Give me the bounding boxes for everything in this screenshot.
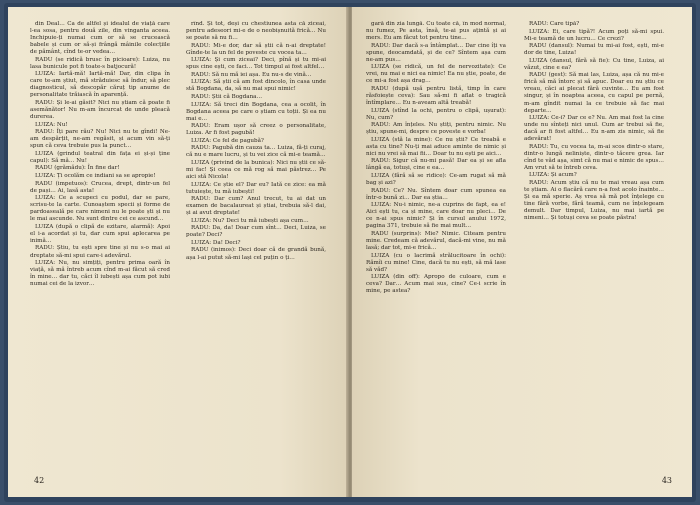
dialogue-paragraph: LUIZA: Nu-i nimic, ne-a cuprins de fapt, ea e! Aici ești tu, ca și mine, care doar nu pleci… De ce n-ai spus nimic? Și în cursul anului 1972, pagina 371, trebuie să fie mai mult… <box>366 202 506 230</box>
dialogue-paragraph: LUIZA: Nu? Deci tu mă iubești așa cum… <box>191 217 309 224</box>
dialogue-paragraph: LUIZA (cu o lacrimă strălucitoare în ochi): Rămîi cu mine! Cine, dacă tu nu ești, să mă lase să văd? <box>366 252 506 273</box>
dialogue-paragraph: RADU: Da, da! Doar cum sînt… Deci, Luiza, se poate? Deci? <box>186 225 326 239</box>
dialogue-paragraph: RADU: Sigur că nu-mi pasă! Dar ea și se afla lângă ea, totuși, cine e ea… <box>366 158 506 172</box>
dialogue-paragraph: RADU (impetuos): Crucea, drept, dintr-un fel de pași… Ai, lasă asta! <box>30 180 170 194</box>
dialogue-paragraph: RADU: Ce? Nu. Sîntem doar cum spunea ea într-o bună zi… Dar ea știa… <box>366 187 506 201</box>
dialogue-paragraph: LUIZA: Da! Deci? <box>191 239 241 246</box>
dialogue-paragraph: LUIZA (stînd la ochi, pentru o clipă, ușurat): Nu, cum? <box>366 107 506 121</box>
dialogue-paragraph: RADU (dansul): Numai tu mi-ai fost, ești, mi-e dor de tine, Luiza! <box>524 43 664 57</box>
dialogue-paragraph: LUIZA (după o clipă de ezitare, alarmă): Apoi el i-a acordat și tu, dar cum spui aplecarea pe inimă… <box>30 223 170 244</box>
dialogue-paragraph: RADU: Știi că Bogdana… <box>191 93 263 100</box>
dialogue-paragraph: LUIZA: Ți ocolăm ce indiani sa se apropie! <box>35 172 156 179</box>
dialogue-paragraph: LUIZA: Ce a scupeci cu podul, dar se pare, scrisu-te la carte. Cunoaștem specii și forme de pardoaseală pe care nimeni nu le poate ști și nu le mai ascunde. Nu sunt dintre cei ce ascund… <box>30 195 170 223</box>
dialogue-paragraph: RADU: Acum știu că nu te mai vreau așa cum te știam. Ai o flacără care n-a fost acolo înainte… Și ea mă sperie. Aș vrea să mă pot înțelege cu tine fără vorbe, fără teamă, cum ne înțelegeam demult. Dar timpul, Luiza, nu mai iartă pe nimeni… Și totuși ceva se poate păstra! <box>524 180 664 222</box>
left-page <box>8 7 348 497</box>
dialogue-paragraph: LUIZA (privind de la bunica): Nici nu știi ce să-mi fac! Și ceea ce mă rog să mai păstrez… Pe aici stă Nicola! <box>186 159 326 180</box>
dialogue-paragraph: RADU: Care tipă? <box>529 21 580 27</box>
right-page <box>352 7 692 497</box>
dialogue-paragraph: LUIZA (dansul, fără să fie): Cu tine, Luiza, ai văzut, cine e ea? <box>524 57 664 71</box>
dialogue-paragraph: rînd. Și tot, deși cu chestiunea asta că ziceai, pentru adeseori mi-e de o neobișnuită frică… Nu se poate să nu fi… <box>186 21 326 42</box>
dialogue-paragraph: LUIZA (din off): Apropo de culoare, cum e ceva? Dar… Acum mai sus, cine? Ce-i scrie în mine, pe astea? <box>366 274 506 295</box>
dialogue-paragraph: RADU: Eram ușor să creez o personalitate, Luiza. Ar fi fost pagubă! <box>186 123 326 137</box>
right-page-number: 43 <box>661 476 672 485</box>
dialogue-paragraph: LUIZA (stă la mine): Ce nu știi? Ce treabă e asta cu tine? Nu-ți mai aduce aminte de nimic și nici nu vrei să mai fii… Doar tu nu ești pe aici… <box>366 136 506 157</box>
dialogue-paragraph: RADU: Mi-e dor, dar să știi că n-ai dreptate! Gînde-te la un fel de poveste cu vocea ta… <box>186 42 326 56</box>
dialogue-paragraph: RADU (gest): Să mai las, Luiza, așa că nu mi-e frică să mă întorc și să apuc. Doar eu nu știu ce vreau, căci ai plecat fără cuvinte… Eu am fost singur, și în noaptea aceea, cu capul pe pernă, m-am gîndit numai la ce trebuie să fac mai departe… <box>524 72 664 114</box>
dialogue-paragraph: RADU: Să nu mă iei așa. Eu nu-s de vină… <box>191 71 312 78</box>
dialogue-paragraph: LUIZA: Ce-i? Dar ce e? Nu. Am mai fost la cine unde nu sînteți nici unul. Cum ar trebui să fie, dacă ar fi fost altfel… Eu n-am zis nimic, să fie adevărat! <box>524 115 664 143</box>
dialogue-paragraph: RADU: Tu, cu vocea ta, m-ai scos dintr-o stare, dintr-o lungă neliniște, dintr-o tăcere grea. Iar cînd te văd așa, simt că nu mai e nimic de spus… Am vrut să te întreb ceva. <box>524 143 664 171</box>
dialogue-paragraph: LUIZA: Ce fel de pagubă? <box>191 137 264 144</box>
dialogue-paragraph: RADU (se ridică brusc în picioare): Luiza, nu lasa bunicule pot fi toate-s batjocură! <box>30 56 170 70</box>
dialogue-paragraph: LUIZA: Nu! <box>35 121 68 128</box>
dialogue-paragraph: RADU: Dar dacă s-a întâmplat… Dar cine îți va spune, deocamdată, și de ce? Sîntem așa cum ne-am pus… <box>366 42 506 63</box>
dialogue-paragraph: LUIZA: Să treci din Bogdana, cea a ocolit, în Bogdana aceea pe care o știam cu toții. Și ea nu mai e… <box>186 101 326 122</box>
right-page-column-2 <box>524 21 664 461</box>
left-page-column-2 <box>186 21 326 461</box>
dialogue-paragraph: LUIZA (fără să se ridice): Ce-am rugat să mă bag și azi? <box>366 172 506 187</box>
dialogue-paragraph: RADU (surprins): Mie? Nimic. Citeam pentru mine. Credeam că adevărul, dacă-mi vine, nu mă lasă; dar tot, mi-e frică… <box>366 230 506 251</box>
dialogue-paragraph: RADU: Și le-ai găsit? Nici nu știam că poate fi asemănător! Nu m-am încurcat de unde pleacă durerea. <box>30 100 170 121</box>
dialogue-paragraph: RADU (după ușă pentru listă, timp în care răsfoiește ceva): Sau să-mi fi aflat o tragică întîmplare… Eu n-aveam altă treabă! <box>366 85 506 107</box>
dialogue-paragraph: LUIZA: Ce știe el? Dar eu? Iată ce zice: ea mă tutuiește, tu mă iubești! <box>186 181 326 195</box>
dialogue-paragraph: RADU: Am înțeles. Nu știți, pentru nimic. Nu știu, spune-mi, despre ce poveste e vorba! <box>366 122 506 136</box>
dialogue-paragraph: RADU: Pagubă din cauza ta… Luiza, fă-ți curaj, că nu e mare lucru, și tu vei zice că mi-e teamă… <box>186 145 326 159</box>
dialogue-paragraph: LUIZA (grindul teatral din fața ei și-și ține capul): Să mă… Nu! <box>30 150 170 164</box>
dialogue-paragraph: LUIZA: Nu, nu simțiți, pentru prima oară în viață, să mă întreb acum cînd m-ai făcut să cred în mine… dar tu, căci îl iubești așa cum pot iubi numai cei de la izvor… <box>30 260 170 288</box>
right-page-column-1 <box>366 21 506 461</box>
dialogue-paragraph: RADU (grămădu): În fine dar! <box>35 165 120 172</box>
left-page-number: 42 <box>34 476 45 485</box>
dialogue-paragraph: LUIZA: Și acum? <box>529 172 577 179</box>
dialogue-paragraph: gară din zia lungă. Cu toate că, în mod normal, nu fumez, Pe asta, însă, te-ai pus ațintă și ai mers. Eu am făcut tot pentru tine… <box>366 21 506 42</box>
dialogue-paragraph: RADU: Știu, tu ești spre tine și nu s-o mai ai dreptate să-mi spui care-i adevărul. <box>30 245 170 259</box>
dialogue-paragraph: RADU: Dar cum? Anul trecut, tu ai dat un examen de bacalaureat și știai, trebuia să-l dai, și ai avut dreptate! <box>186 196 326 217</box>
dialogue-paragraph: LUIZA: Să știi că am fost dincolo, în casa unde stă Bogdana, da, să nu mai spui nimic! <box>186 79 326 93</box>
dialogue-paragraph: LUIZA: Ei, care tipă?! Acum poți să-mi spui. Mi-e teamă de un lucru… Ce crezi? <box>524 28 664 42</box>
dialogue-paragraph: RADU (inimos): Deci doar că de grandă bună, așa l-ai putut să-mi lași cel puțin o ți… <box>186 247 326 261</box>
dialogue-paragraph: LUIZA (se ridică, un fel de nervozitate): Ce vrei, nu mai e nici ea nimic! Ea nu știe, poate, de ce mi-a fost așa drag… <box>366 64 506 85</box>
dialogue-paragraph: LUIZA: Și cum ziceai? Deci, pînă și tu mi-ai spus cine ești, ce faci… Tot timpul ai fost altfel… <box>186 57 326 71</box>
left-page-column-1 <box>30 21 170 461</box>
dialogue-paragraph: LUIZA: Iartă-mă! Iartă-mă! Dar, din clipa în care te-am știut, mă străduiesc să îndur, să plec diagnosticul, să descopăr căruț tip anume de personalitate trăiască în aparență. <box>30 71 170 99</box>
dialogue-paragraph: RADU: Îți pare rău? Nu! Nici nu te gîndi! Ne-am despărțit, ne-am regăsit, și acum vin să-ți spun că ceva trebuie pus la punct… <box>30 129 170 150</box>
dialogue-paragraph: din Deal… Ca de altfel și idealul de viață care l-ea sosa, pentru două zile, din vinganta aceea. Inchipuie-ți numai cum or să se crucească babele și cum or să-și frângă mâinile colecțiile de pământ, cînd te-or vedea… <box>30 21 170 56</box>
